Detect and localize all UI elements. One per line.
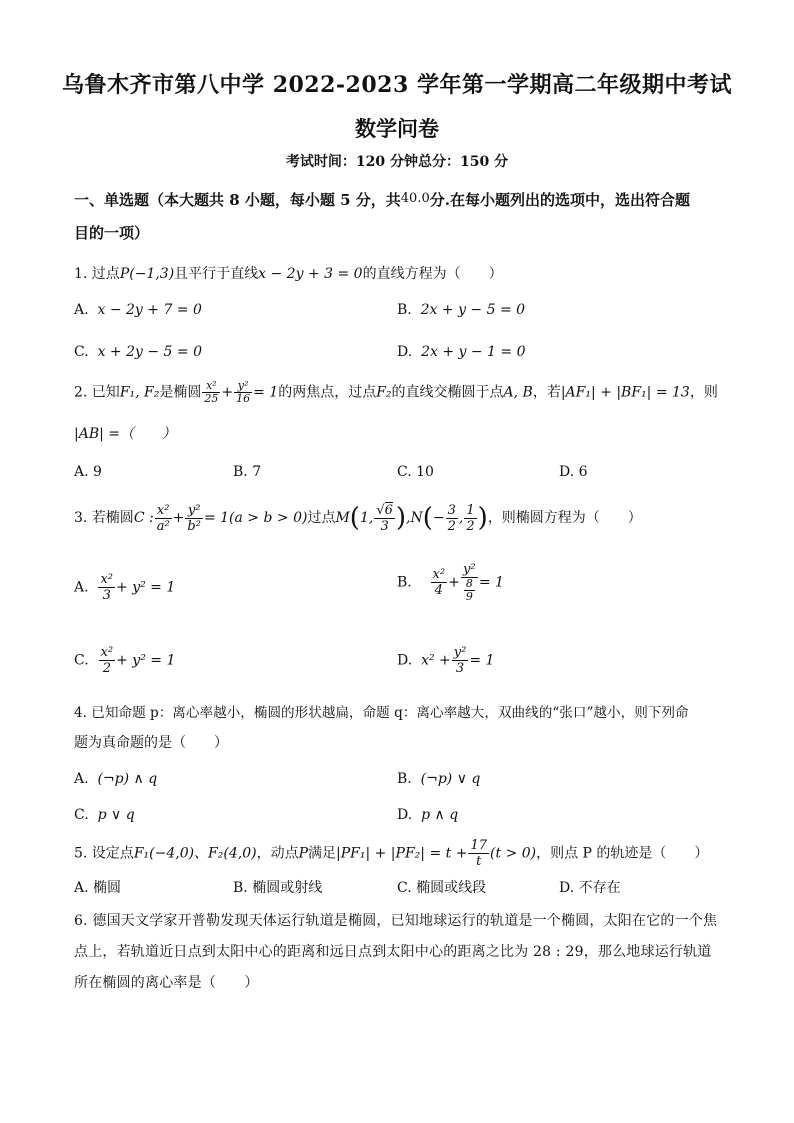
q5-option-d[interactable]: D. 不存在 (559, 880, 621, 896)
section-score: 40.0 (400, 191, 430, 206)
question-4: 4. 已知命题 p：离心率越小，椭圆的形状越扁，命题 q：离心率越大，双曲线的“张口”越小，则下列命 (74, 705, 689, 721)
q3-option-b[interactable]: B. $\frac{\text{x²}}{4}$ + $\frac{\text{y²}}{\frac{8}{9}}$ = 1 (397, 562, 504, 603)
exam-title: 乌鲁木齐市第八中学 2022-2023 学年第一学期高二年级期中考试 (62, 72, 732, 98)
q4-option-c[interactable]: C. p ∨ q (74, 807, 135, 823)
q3-frac-n1: $\frac{3}{2}$ (447, 502, 456, 534)
q3-option-d[interactable]: D. x² + $\frac{\text{y²}}{3}$ = 1 (397, 645, 495, 676)
q4-option-d[interactable]: D. p ∧ q (397, 807, 459, 823)
q5-frac: $\frac{17}{t}$ (470, 838, 487, 869)
question-4-cont: 题为真命题的是（ ） (74, 735, 228, 751)
q3-option-c[interactable]: C. $\frac{\text{x²}}{2}$ + y² = 1 (74, 645, 176, 676)
q4-option-a[interactable]: A. (¬p) ∧ q (74, 771, 158, 787)
question-6: 6. 德国天文学家开普勒发现天体运行轨道是椭圆，已知地球运行的轨道是一个椭圆，太阳在它的一个焦点上，若轨道近日点到太阳中心的距离和远日点到太阳中心的距离之比为 28 : 29，那么地球运行轨道所在椭圆的离心率是（ ） (74, 913, 718, 991)
q3-frac-x: $\frac{\text{x²}}{\text{a²}}$ (156, 502, 170, 534)
q1-option-d[interactable]: D. 2x + y − 1 = 0 (397, 344, 526, 360)
q1-option-c[interactable]: C. x + 2y − 5 = 0 (74, 344, 202, 360)
question-2: 2. 已知F₁, F₂是椭圆 $\frac{\text{x²}}{25}$ + $\frac{\text{y²}}{16}$ = 1的两焦点，过点F₂的直线交椭圆于点A, B，若|AF₁| + |BF₁| = 13，则 (74, 379, 718, 405)
q5-option-b[interactable]: B. 椭圆或射线 (233, 880, 323, 896)
q5-option-c[interactable]: C. 椭圆或线段 (397, 880, 487, 896)
q5-option-a[interactable]: A. 椭圆 (74, 880, 122, 896)
q3-frac-m: $\frac{√6}{3}$ (376, 502, 393, 534)
q2-option-c[interactable]: C. 10 (397, 464, 434, 480)
q3-frac-n2: $\frac{1}{2}$ (466, 502, 475, 534)
question-3: 3. 若椭圆C : $\frac{\text{x²}}{\text{a²}}$ + $\frac{\text{y²}}{\text{b²}}$ = 1(a > b > 0)过点M(1, $\frac{√6}{3}$ ),N(− $\frac{3}{2}$ , $\frac{1}{2}$ )，则椭圆方程为（ ） (74, 502, 642, 534)
exam-subtitle: 数学问卷 (355, 116, 439, 141)
ellipse-frac-x: $\frac{\text{x²}}{25}$ (204, 379, 219, 405)
question-1: 1. 过点P(−1,3)且平行于直线x − 2y + 3 = 0的直线方程为（ ） (74, 266, 503, 282)
section-heading-cont: 目的一项） (74, 224, 150, 242)
q3-frac-y: $\frac{\text{y²}}{\text{b²}}$ (187, 502, 201, 534)
q2-option-a[interactable]: A. 9 (74, 464, 102, 480)
q2-option-d[interactable]: D. 6 (559, 464, 588, 480)
section-heading: 一、单选题（本大题共 8 小题，每小题 5 分，共40.0分.在每小题列出的选项中，选出符合题 (74, 191, 690, 209)
exam-info: 考试时间：120 分钟总分：150 分 (285, 154, 509, 170)
q2-option-b[interactable]: B. 7 (233, 464, 262, 480)
q3-option-a[interactable]: A. $\frac{\text{x²}}{3}$ + y² = 1 (74, 572, 176, 603)
question-2-cont: |AB| =（ ） (74, 426, 177, 442)
ellipse-frac-y: $\frac{\text{y²}}{16}$ (236, 379, 251, 405)
q1-option-a[interactable]: A. x − 2y + 7 = 0 (74, 302, 202, 318)
question-5: 5. 设定点F₁(−4,0)、F₂(4,0)，动点P满足|PF₁| + |PF₂| = t + $\frac{17}{t}$ (t > 0)，则点 P 的轨迹是（ ） (74, 838, 709, 869)
q1-option-b[interactable]: B. 2x + y − 5 = 0 (397, 302, 526, 318)
q4-option-b[interactable]: B. (¬p) ∨ q (397, 771, 481, 787)
